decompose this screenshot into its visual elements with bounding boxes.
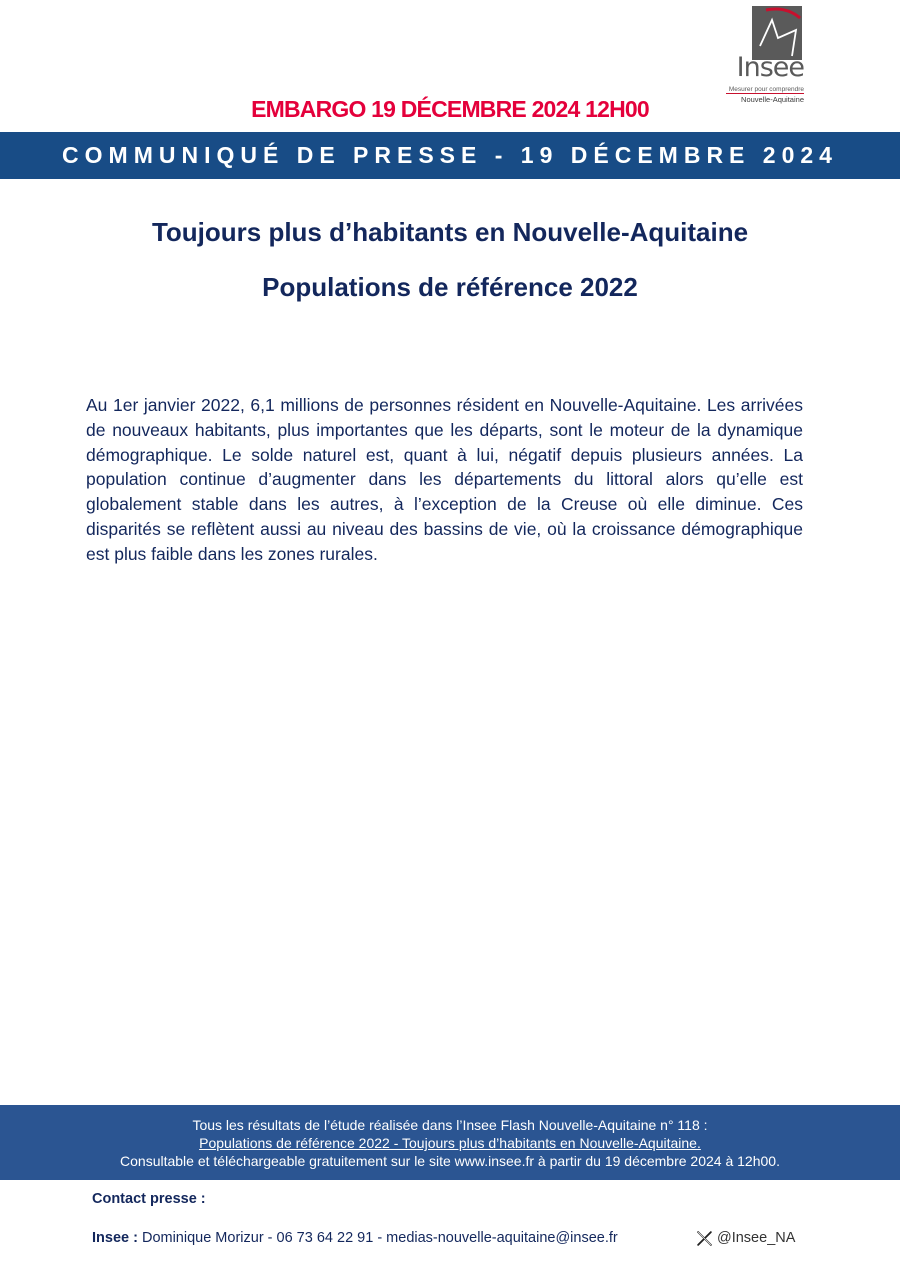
- study-link[interactable]: Populations de référence 2022 - Toujours plus d’habitants en Nouvelle-Aquitaine.: [199, 1135, 701, 1151]
- logo-wordmark: Insee: [736, 52, 804, 83]
- press-release-banner: COMMUNIQUÉ DE PRESSE - 19 DÉCEMBRE 2024: [0, 132, 900, 179]
- x-logo-icon: [696, 1230, 713, 1247]
- footer-availability-line: Consultable et téléchargeable gratuitement sur le site www.insee.fr à partir du 19 décembre 2024 à 12h00.: [120, 1153, 780, 1169]
- social-handle-text: @Insee_NA: [717, 1230, 796, 1246]
- logo-region: Nouvelle-Aquitaine: [741, 95, 804, 104]
- contact-line: [92, 1228, 618, 1248]
- contact-org: Insee :: [92, 1230, 138, 1246]
- contact-details: Dominique Morizur - 06 73 64 22 91 - medias-nouvelle-aquitaine@insee.fr: [137, 1230, 618, 1246]
- body-paragraph: Au 1er janvier 2022, 6,1 millions de personnes résident en Nouvelle-Aquitaine. Les arrivées de nouveaux habitants, plus importantes que les départs, sont le moteur de la dynamique démographique. Le solde naturel est, quant à lui, négatif depuis plusieurs années. La population continue d’augmenter dans les départements du littoral alors qu’elle est globalement stable dans les autres, à l’exception de la Creuse où elle diminue. Ces disparités se reflètent aussi au niveau des bassins de vie, où la croissance démographique est plus faible dans les zones rurales.: [86, 395, 803, 564]
- contact-label: Contact presse :: [92, 1191, 206, 1207]
- embargo-notice: EMBARGO 19 DÉCEMBRE 2024 12H00: [251, 96, 649, 122]
- footer-study-line: Tous les résultats de l’étude réalisée dans l’Insee Flash Nouvelle-Aquitaine n° 118 :: [192, 1117, 708, 1133]
- insee-logo: [724, 4, 804, 104]
- logo-tagline: Mesurer pour comprendre: [728, 86, 804, 93]
- footer-info-band: [0, 1105, 900, 1180]
- page-subtitle: Populations de référence 2022: [262, 272, 638, 302]
- page-title: Toujours plus d’habitants en Nouvelle-Aquitaine: [151, 217, 749, 247]
